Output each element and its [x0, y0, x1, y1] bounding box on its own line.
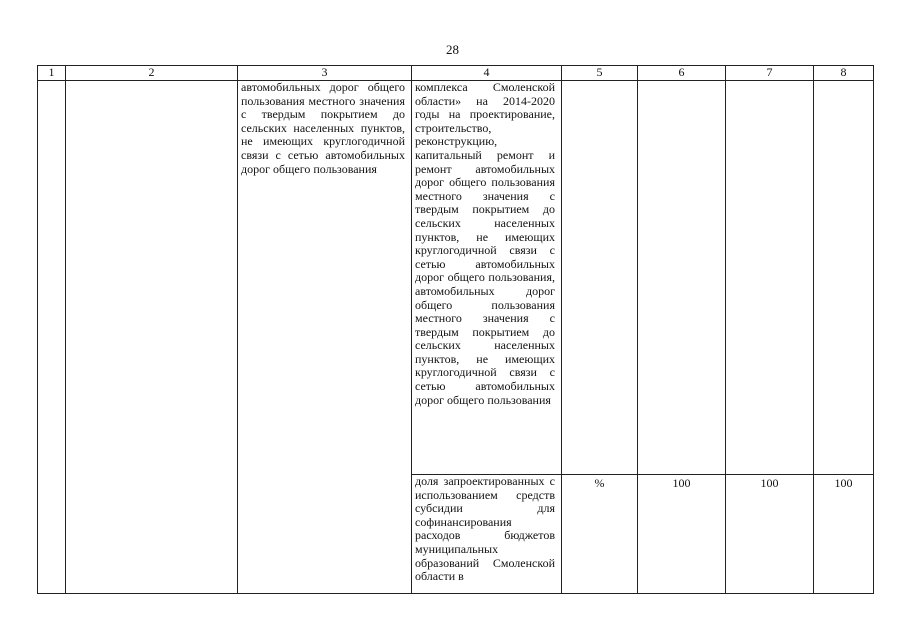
header-col-5: 5 — [562, 66, 638, 81]
header-col-6: 6 — [638, 66, 726, 81]
header-col-8: 8 — [814, 66, 874, 81]
header-row — [38, 66, 874, 81]
header-col-4: 4 — [412, 66, 562, 81]
page-number: 28 — [446, 42, 459, 57]
cell-col-6 — [638, 81, 726, 475]
cell-col-4 — [412, 81, 562, 475]
cell-col-2 — [66, 81, 238, 594]
cell-col-3 — [238, 81, 412, 594]
cell-col-1 — [38, 81, 66, 594]
value-cell-col-6: 100 — [638, 475, 726, 594]
header-col-1: 1 — [38, 66, 66, 81]
road-description-text: автомобильных дорог общего пользования местного значения с твердым покрытием до сельских населенных пунктов, не имеющих круглогодичной связи с сетью автомобильных дорог общего пользования — [241, 80, 405, 176]
cell-col-8 — [814, 81, 874, 475]
cell-col-7 — [726, 81, 814, 475]
cell-col-4 — [412, 475, 562, 594]
cell-col-5 — [562, 81, 638, 475]
header-col-3: 3 — [238, 66, 412, 81]
indicator-name-text: доля запроектированных с использованием средств субсидии для софинансирования расходов бюджетов муниципальных образований Смоленской области в — [415, 474, 555, 584]
header-col-2: 2 — [66, 66, 238, 81]
program-description-text: комплекса Смоленской области» на 2014-2020 годы на проектирование, строительство, реконструкцию, капитальный ремонт и ремонт автомобильных дорог общего пользования местного значения с твердым покрытием до сельских населенных пунктов, не имеющих круглогодичной связи с сетью автомобильных дорог общего пользования, автомобильных дорог общего пользования местного значения с твердым покрытием до сельских населенных пунктов, не имеющих круглогодичной связи с сетью автомобильных дорог общего пользования — [415, 80, 555, 407]
value-cell-col-8: 100 — [814, 475, 874, 594]
indicators-table — [37, 65, 874, 594]
header-col-7: 7 — [726, 66, 814, 81]
table-row — [38, 81, 874, 475]
value-cell-col-7: 100 — [726, 475, 814, 594]
unit-cell: % — [562, 475, 638, 594]
